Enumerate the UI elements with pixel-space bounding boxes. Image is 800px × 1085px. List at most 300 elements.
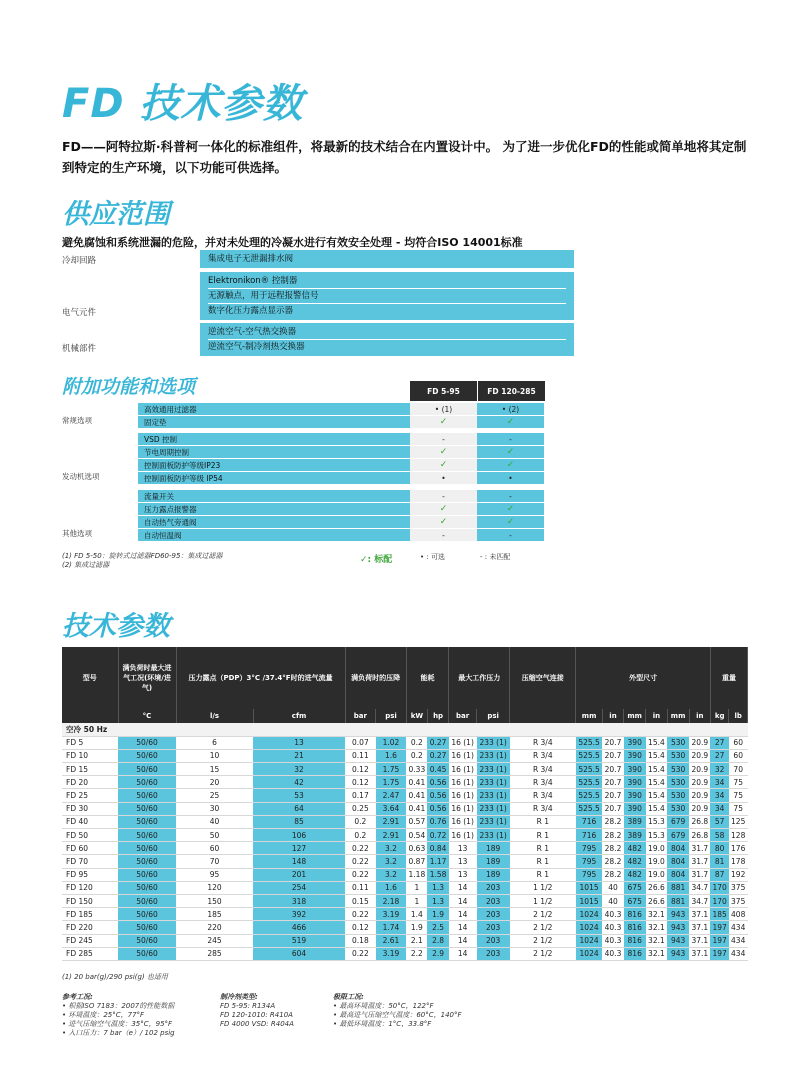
notes-item: • 最低环境温度：1°C，33.8°F <box>333 1020 432 1028</box>
table-cell: 434 <box>729 921 748 934</box>
table-cell: 16 (1) <box>449 789 477 802</box>
table-cell: 70 <box>729 763 748 776</box>
table-cell: 19.0 <box>646 842 667 855</box>
table-cell: 203 <box>477 908 510 921</box>
table-cell: 530 <box>667 776 689 789</box>
supply-group-box <box>200 272 574 320</box>
table-cell: 943 <box>667 908 689 921</box>
table-cell: 127 <box>253 842 345 855</box>
notes-item: • 环境温度：25°C，77°F <box>62 1011 145 1019</box>
table-cell: 16 (1) <box>449 802 477 815</box>
intro-text: FD——阿特拉斯·科普柯一体化的标准组件，将最新的技术结合在内置设计中。 为了进一步优化FD的性能或简单地将其定制到特定的生产环境，以下功能可供选择。 <box>62 139 747 175</box>
table-cell: 15.3 <box>646 815 667 828</box>
table-cell: 679 <box>667 829 689 842</box>
table-cell: 192 <box>729 868 748 881</box>
table-cell: 15.4 <box>646 763 667 776</box>
options-group-rows <box>138 490 544 542</box>
table-cell: 0.17 <box>345 789 376 802</box>
table-cell: 233 (1) <box>477 815 510 828</box>
unit-cell: mm <box>667 709 689 723</box>
option-fd120-285: • (2) <box>477 403 544 416</box>
table-cell: 150 <box>176 894 253 907</box>
notes-reference-title: 参考工况: <box>62 993 93 1001</box>
table-cell: 2.1 <box>406 934 427 947</box>
option-name: 自动恒温阀 <box>138 529 410 542</box>
table-cell: 1.58 <box>427 868 448 881</box>
table-cell: 13 <box>449 842 477 855</box>
supply-group-label: 机械部件 <box>62 344 97 354</box>
table-cell: 0.63 <box>406 842 427 855</box>
table-cell: 525.5 <box>576 749 603 762</box>
table-cell: 27 <box>710 736 729 749</box>
supply-group-electrical <box>62 272 574 320</box>
table-cell: 1015 <box>576 894 603 907</box>
table-cell: 19.0 <box>646 868 667 881</box>
table-cell: 13 <box>449 855 477 868</box>
table-cell: 40 <box>176 815 253 828</box>
table-cell: 0.12 <box>345 763 376 776</box>
table-cell: 0.12 <box>345 921 376 934</box>
table-cell: 50/60 <box>118 921 176 934</box>
table-cell: 530 <box>667 749 689 762</box>
table-cell: 32.1 <box>646 921 667 934</box>
table-cell: 525.5 <box>576 802 603 815</box>
table-cell: R 1 <box>510 829 576 842</box>
unit-cell: bar <box>449 709 477 723</box>
table-cell: 389 <box>624 815 646 828</box>
table-cell: 21 <box>253 749 345 762</box>
table-cell: 2 1/2 <box>510 921 576 934</box>
table-cell: 16 (1) <box>449 776 477 789</box>
table-cell: 50/60 <box>118 763 176 776</box>
table-cell: 0.54 <box>406 829 427 842</box>
table-cell: 203 <box>477 934 510 947</box>
table-cell: 390 <box>624 763 646 776</box>
table-row <box>62 868 748 881</box>
table-cell: 220 <box>176 921 253 934</box>
options-heading: 附加功能和选项 <box>62 376 196 398</box>
table-cell: 87 <box>710 868 729 881</box>
table-cell: 318 <box>253 894 345 907</box>
table-cell: 20.7 <box>602 763 623 776</box>
unit-cell: °C <box>118 709 176 723</box>
notes-limits-title: 极限工况: <box>333 993 364 1001</box>
table-cell: 26.8 <box>689 829 710 842</box>
table-cell: 392 <box>253 908 345 921</box>
table-cell: 28.2 <box>602 855 623 868</box>
table-cell: 816 <box>624 921 646 934</box>
supply-group-mechanical <box>62 323 574 356</box>
table-cell: 203 <box>477 921 510 934</box>
table-cell: 1.75 <box>376 776 407 789</box>
table-row <box>62 815 748 828</box>
table-cell: 28.2 <box>602 868 623 881</box>
table-cell: 50 <box>176 829 253 842</box>
th-pressure-drop: 满负荷时的压降 <box>345 647 406 709</box>
option-row <box>138 446 544 459</box>
unit-cell: psi <box>477 709 510 723</box>
table-cell: 0.2 <box>406 749 427 762</box>
table-cell: 50/60 <box>118 776 176 789</box>
table-cell: 1015 <box>576 881 603 894</box>
table-cell: 0.84 <box>427 842 448 855</box>
option-fd120-285: ✓ <box>477 446 544 459</box>
table-cell: 28.2 <box>602 815 623 828</box>
options-group-label: 其他选项 <box>62 529 92 538</box>
table-cell: 0.2 <box>406 736 427 749</box>
unit-cell: kW <box>406 709 427 723</box>
table-cell: 32.1 <box>646 908 667 921</box>
option-name: 压力露点报警器 <box>138 503 410 516</box>
table-cell: 15.4 <box>646 789 667 802</box>
table-cell: 1.74 <box>376 921 407 934</box>
table-cell: 26.6 <box>646 881 667 894</box>
table-cell: 60 <box>176 842 253 855</box>
option-fd120-285: ✓ <box>477 459 544 472</box>
notes-item: • 进气压缩空气温度：35°C，95°F <box>62 1020 173 1028</box>
table-cell: 0.41 <box>406 802 427 815</box>
table-cell: 408 <box>729 908 748 921</box>
supply-heading: 供应范围 <box>62 199 170 230</box>
table-cell: 40 <box>602 894 623 907</box>
notes-item: FD 120-1010: R410A <box>220 1011 293 1019</box>
table-cell: 530 <box>667 789 689 802</box>
table-cell: 32 <box>710 763 729 776</box>
option-name: 控制面板防护等级 IP54 <box>138 472 410 485</box>
table-cell: 16 (1) <box>449 815 477 828</box>
table-cell: 10 <box>176 749 253 762</box>
table-cell: 40.3 <box>602 908 623 921</box>
table-cell: 0.41 <box>406 776 427 789</box>
table-cell: 27 <box>710 749 729 762</box>
table-cell: 75 <box>729 802 748 815</box>
table-cell: 375 <box>729 894 748 907</box>
table-cell: 390 <box>624 789 646 802</box>
table-cell: 20 <box>176 776 253 789</box>
option-fd5-95: ✓ <box>410 503 477 516</box>
table-cell: FD 30 <box>62 802 118 815</box>
option-fd120-285: • <box>477 472 544 485</box>
table-cell: 20.7 <box>602 789 623 802</box>
table-cell: 1 <box>406 894 427 907</box>
unit-cell: cfm <box>253 709 345 723</box>
table-cell: 3.19 <box>376 947 407 960</box>
tech-section-label: 空冷 50 Hz <box>62 723 748 736</box>
options-group-general <box>62 403 544 429</box>
table-cell: 0.45 <box>427 763 448 776</box>
table-cell: 31.7 <box>689 855 710 868</box>
table-cell: 50/60 <box>118 855 176 868</box>
supply-group-box <box>200 323 574 356</box>
table-cell: 2.91 <box>376 815 407 828</box>
notes-item: • 入口压力：7 bar（e）/ 102 psig <box>62 1029 175 1037</box>
table-cell: FD 120 <box>62 881 118 894</box>
table-cell: 14 <box>449 921 477 934</box>
table-cell: 40 <box>602 881 623 894</box>
table-cell: 14 <box>449 934 477 947</box>
table-row <box>62 921 748 934</box>
table-cell: 20.9 <box>689 749 710 762</box>
table-cell: 170 <box>710 881 729 894</box>
table-cell: 816 <box>624 908 646 921</box>
table-cell: 2.47 <box>376 789 407 802</box>
table-cell: 34.7 <box>689 894 710 907</box>
table-cell: 197 <box>710 921 729 934</box>
table-cell: 50/60 <box>118 789 176 802</box>
option-fd120-285: ✓ <box>477 503 544 516</box>
table-row <box>62 829 748 842</box>
table-cell: 2.18 <box>376 894 407 907</box>
tech-heading: 技术参数 <box>62 611 170 642</box>
table-cell: 15.4 <box>646 802 667 815</box>
table-cell: 85 <box>253 815 345 828</box>
table-cell: 16 (1) <box>449 763 477 776</box>
unit-cell <box>510 709 576 723</box>
option-row <box>138 490 544 503</box>
table-cell: 50/60 <box>118 894 176 907</box>
table-cell: 189 <box>477 855 510 868</box>
table-cell: 1.6 <box>376 881 407 894</box>
table-cell: 6 <box>176 736 253 749</box>
table-cell: 525.5 <box>576 763 603 776</box>
table-cell: 26.6 <box>646 894 667 907</box>
table-cell: 14 <box>449 894 477 907</box>
th-max-inlet: 满负荷时最大进气工况(环境/进气) <box>118 647 176 709</box>
table-cell: 185 <box>710 908 729 921</box>
table-cell: FD 25 <box>62 789 118 802</box>
table-cell: 0.15 <box>345 894 376 907</box>
table-cell: 15 <box>176 763 253 776</box>
table-cell: 30 <box>176 802 253 815</box>
option-fd120-285: ✓ <box>477 516 544 529</box>
table-cell: 0.11 <box>345 881 376 894</box>
tech-body <box>62 723 748 960</box>
table-cell: 50/60 <box>118 802 176 815</box>
table-cell: 0.22 <box>345 855 376 868</box>
table-cell: 3.2 <box>376 842 407 855</box>
table-cell: 1.17 <box>427 855 448 868</box>
option-fd120-285: - <box>477 433 544 446</box>
table-cell: 816 <box>624 947 646 960</box>
table-cell: 675 <box>624 894 646 907</box>
table-cell: 60 <box>729 736 748 749</box>
table-cell: 2.61 <box>376 934 407 947</box>
tech-header-row <box>62 647 748 709</box>
supply-group-label: 电气元件 <box>62 308 97 318</box>
table-cell: 2.9 <box>427 947 448 960</box>
notes-item: FD 5-95: R134A <box>220 1002 276 1010</box>
table-cell: FD 10 <box>62 749 118 762</box>
table-cell: 530 <box>667 802 689 815</box>
table-cell: 795 <box>576 855 603 868</box>
options-col-fd120-285: FD 120-285 <box>478 381 545 401</box>
option-fd120-285: - <box>477 490 544 503</box>
table-cell: 389 <box>624 829 646 842</box>
table-cell: 1 <box>406 881 427 894</box>
table-cell: 15.4 <box>646 776 667 789</box>
table-cell: 2 1/2 <box>510 934 576 947</box>
table-cell: 60 <box>729 749 748 762</box>
table-cell: 0.22 <box>345 908 376 921</box>
table-cell: 128 <box>729 829 748 842</box>
table-cell: 28.2 <box>602 842 623 855</box>
table-cell: 466 <box>253 921 345 934</box>
table-cell: 519 <box>253 934 345 947</box>
table-cell: 75 <box>729 776 748 789</box>
option-fd5-95: ✓ <box>410 446 477 459</box>
table-cell: 15.3 <box>646 829 667 842</box>
table-cell: 0.22 <box>345 868 376 881</box>
unit-cell: psi <box>376 709 407 723</box>
table-cell: 20.9 <box>689 736 710 749</box>
table-cell: FD 20 <box>62 776 118 789</box>
legend-standard <box>360 552 392 565</box>
table-cell: FD 60 <box>62 842 118 855</box>
options-group-rows <box>138 403 544 429</box>
table-cell: 390 <box>624 736 646 749</box>
tech-section-row <box>62 723 748 736</box>
table-cell: 28.2 <box>602 829 623 842</box>
legend-optional: • : 可选 <box>420 553 445 561</box>
supply-item: 集成电子无泄漏排水阀 <box>208 254 294 264</box>
table-cell: R 1 <box>510 815 576 828</box>
th-max-pressure: 最大工作压力 <box>449 647 510 709</box>
option-fd5-95: - <box>410 490 477 503</box>
table-cell: 203 <box>477 947 510 960</box>
option-fd5-95: • (1) <box>410 403 477 416</box>
table-cell: 525.5 <box>576 776 603 789</box>
table-cell: 20.9 <box>689 789 710 802</box>
table-cell: 1.9 <box>406 921 427 934</box>
option-fd5-95: ✓ <box>410 459 477 472</box>
table-cell: 32.1 <box>646 934 667 947</box>
table-cell: 0.57 <box>406 815 427 828</box>
option-name: 自动热气旁通阀 <box>138 516 410 529</box>
table-cell: 58 <box>710 829 729 842</box>
table-cell: FD 40 <box>62 815 118 828</box>
table-cell: 1.9 <box>427 908 448 921</box>
unit-cell: lb <box>729 709 748 723</box>
table-cell: 0.56 <box>427 802 448 815</box>
table-cell: 197 <box>710 934 729 947</box>
table-cell: 14 <box>449 908 477 921</box>
table-cell: 233 (1) <box>477 789 510 802</box>
table-cell: 178 <box>729 855 748 868</box>
table-row <box>62 934 748 947</box>
table-cell: 1024 <box>576 934 603 947</box>
unit-cell: bar <box>345 709 376 723</box>
table-cell: 32 <box>253 763 345 776</box>
table-cell: 50/60 <box>118 947 176 960</box>
table-cell: 0.41 <box>406 789 427 802</box>
table-cell: 530 <box>667 763 689 776</box>
table-cell: 0.18 <box>345 934 376 947</box>
option-fd5-95: - <box>410 433 477 446</box>
table-cell: 795 <box>576 868 603 881</box>
supply-group-box <box>200 250 574 268</box>
unit-cell: mm <box>576 709 603 723</box>
table-cell: 50/60 <box>118 908 176 921</box>
table-cell: R 1 <box>510 842 576 855</box>
table-cell: 81 <box>710 855 729 868</box>
unit-cell: in <box>646 709 667 723</box>
table-cell: 14 <box>449 947 477 960</box>
table-cell: 0.25 <box>345 802 376 815</box>
table-cell: FD 15 <box>62 763 118 776</box>
options-group-label: 发动机选项 <box>62 472 100 481</box>
table-row <box>62 789 748 802</box>
table-cell: 203 <box>477 881 510 894</box>
table-cell: 20.7 <box>602 736 623 749</box>
options-footnote-2: (2) 集成过滤器 <box>62 561 110 569</box>
table-cell: 34 <box>710 789 729 802</box>
notes-reference <box>62 993 175 1038</box>
table-cell: 0.56 <box>427 776 448 789</box>
options-col-fd5-95: FD 5-95 <box>410 381 477 401</box>
table-cell: FD 70 <box>62 855 118 868</box>
table-cell: 15.4 <box>646 736 667 749</box>
option-name: 固定垫 <box>138 416 410 429</box>
table-cell: 50/60 <box>118 881 176 894</box>
unit-cell: in <box>602 709 623 723</box>
unit-cell <box>62 709 118 723</box>
table-cell: 189 <box>477 842 510 855</box>
table-cell: R 3/4 <box>510 789 576 802</box>
notes-refrigerant-title: 制冷剂类型: <box>220 993 258 1001</box>
th-weight: 重量 <box>710 647 747 709</box>
table-cell: FD 95 <box>62 868 118 881</box>
table-cell: 80 <box>710 842 729 855</box>
supply-item: 逆流空气-制冷剂热交换器 <box>208 342 305 352</box>
table-cell: 14 <box>449 881 477 894</box>
table-cell: 233 (1) <box>477 802 510 815</box>
table-cell: 50/60 <box>118 749 176 762</box>
table-row <box>62 842 748 855</box>
notes-item: • 根据ISO 7183：2007的性能数据 <box>62 1002 175 1010</box>
table-cell: 233 (1) <box>477 736 510 749</box>
table-cell: 233 (1) <box>477 776 510 789</box>
table-cell: 434 <box>729 947 748 960</box>
table-cell: 16 (1) <box>449 736 477 749</box>
table-cell: 233 (1) <box>477 749 510 762</box>
table-cell: 50/60 <box>118 842 176 855</box>
option-fd120-285: - <box>477 529 544 542</box>
notes-refrigerant <box>220 993 294 1029</box>
table-cell: 2 1/2 <box>510 947 576 960</box>
table-cell: 201 <box>253 868 345 881</box>
supply-item: 无源触点，用于远程报警信号 <box>208 289 566 304</box>
table-cell: FD 245 <box>62 934 118 947</box>
table-cell: FD 50 <box>62 829 118 842</box>
check-icon: ✓: 标配 <box>360 555 393 565</box>
supply-note: 避免腐蚀和系统泄漏的危险，并对未处理的冷凝水进行有效安全处理 - 均符合ISO 14001标准 <box>62 236 523 249</box>
table-cell: 675 <box>624 881 646 894</box>
table-cell: 16 (1) <box>449 749 477 762</box>
option-row <box>138 529 544 542</box>
table-cell: 0.87 <box>406 855 427 868</box>
table-cell: 804 <box>667 868 689 881</box>
table-cell: 2.5 <box>427 921 448 934</box>
option-row <box>138 416 544 429</box>
th-flow: 压力露点（PDP）3°C /37.4°F时的进气流量 <box>176 647 345 709</box>
table-cell: 19.0 <box>646 855 667 868</box>
table-cell: 530 <box>667 736 689 749</box>
options-group-other <box>62 490 544 542</box>
table-row <box>62 776 748 789</box>
table-cell: 716 <box>576 829 603 842</box>
table-cell: 176 <box>729 842 748 855</box>
table-cell: 40.3 <box>602 947 623 960</box>
